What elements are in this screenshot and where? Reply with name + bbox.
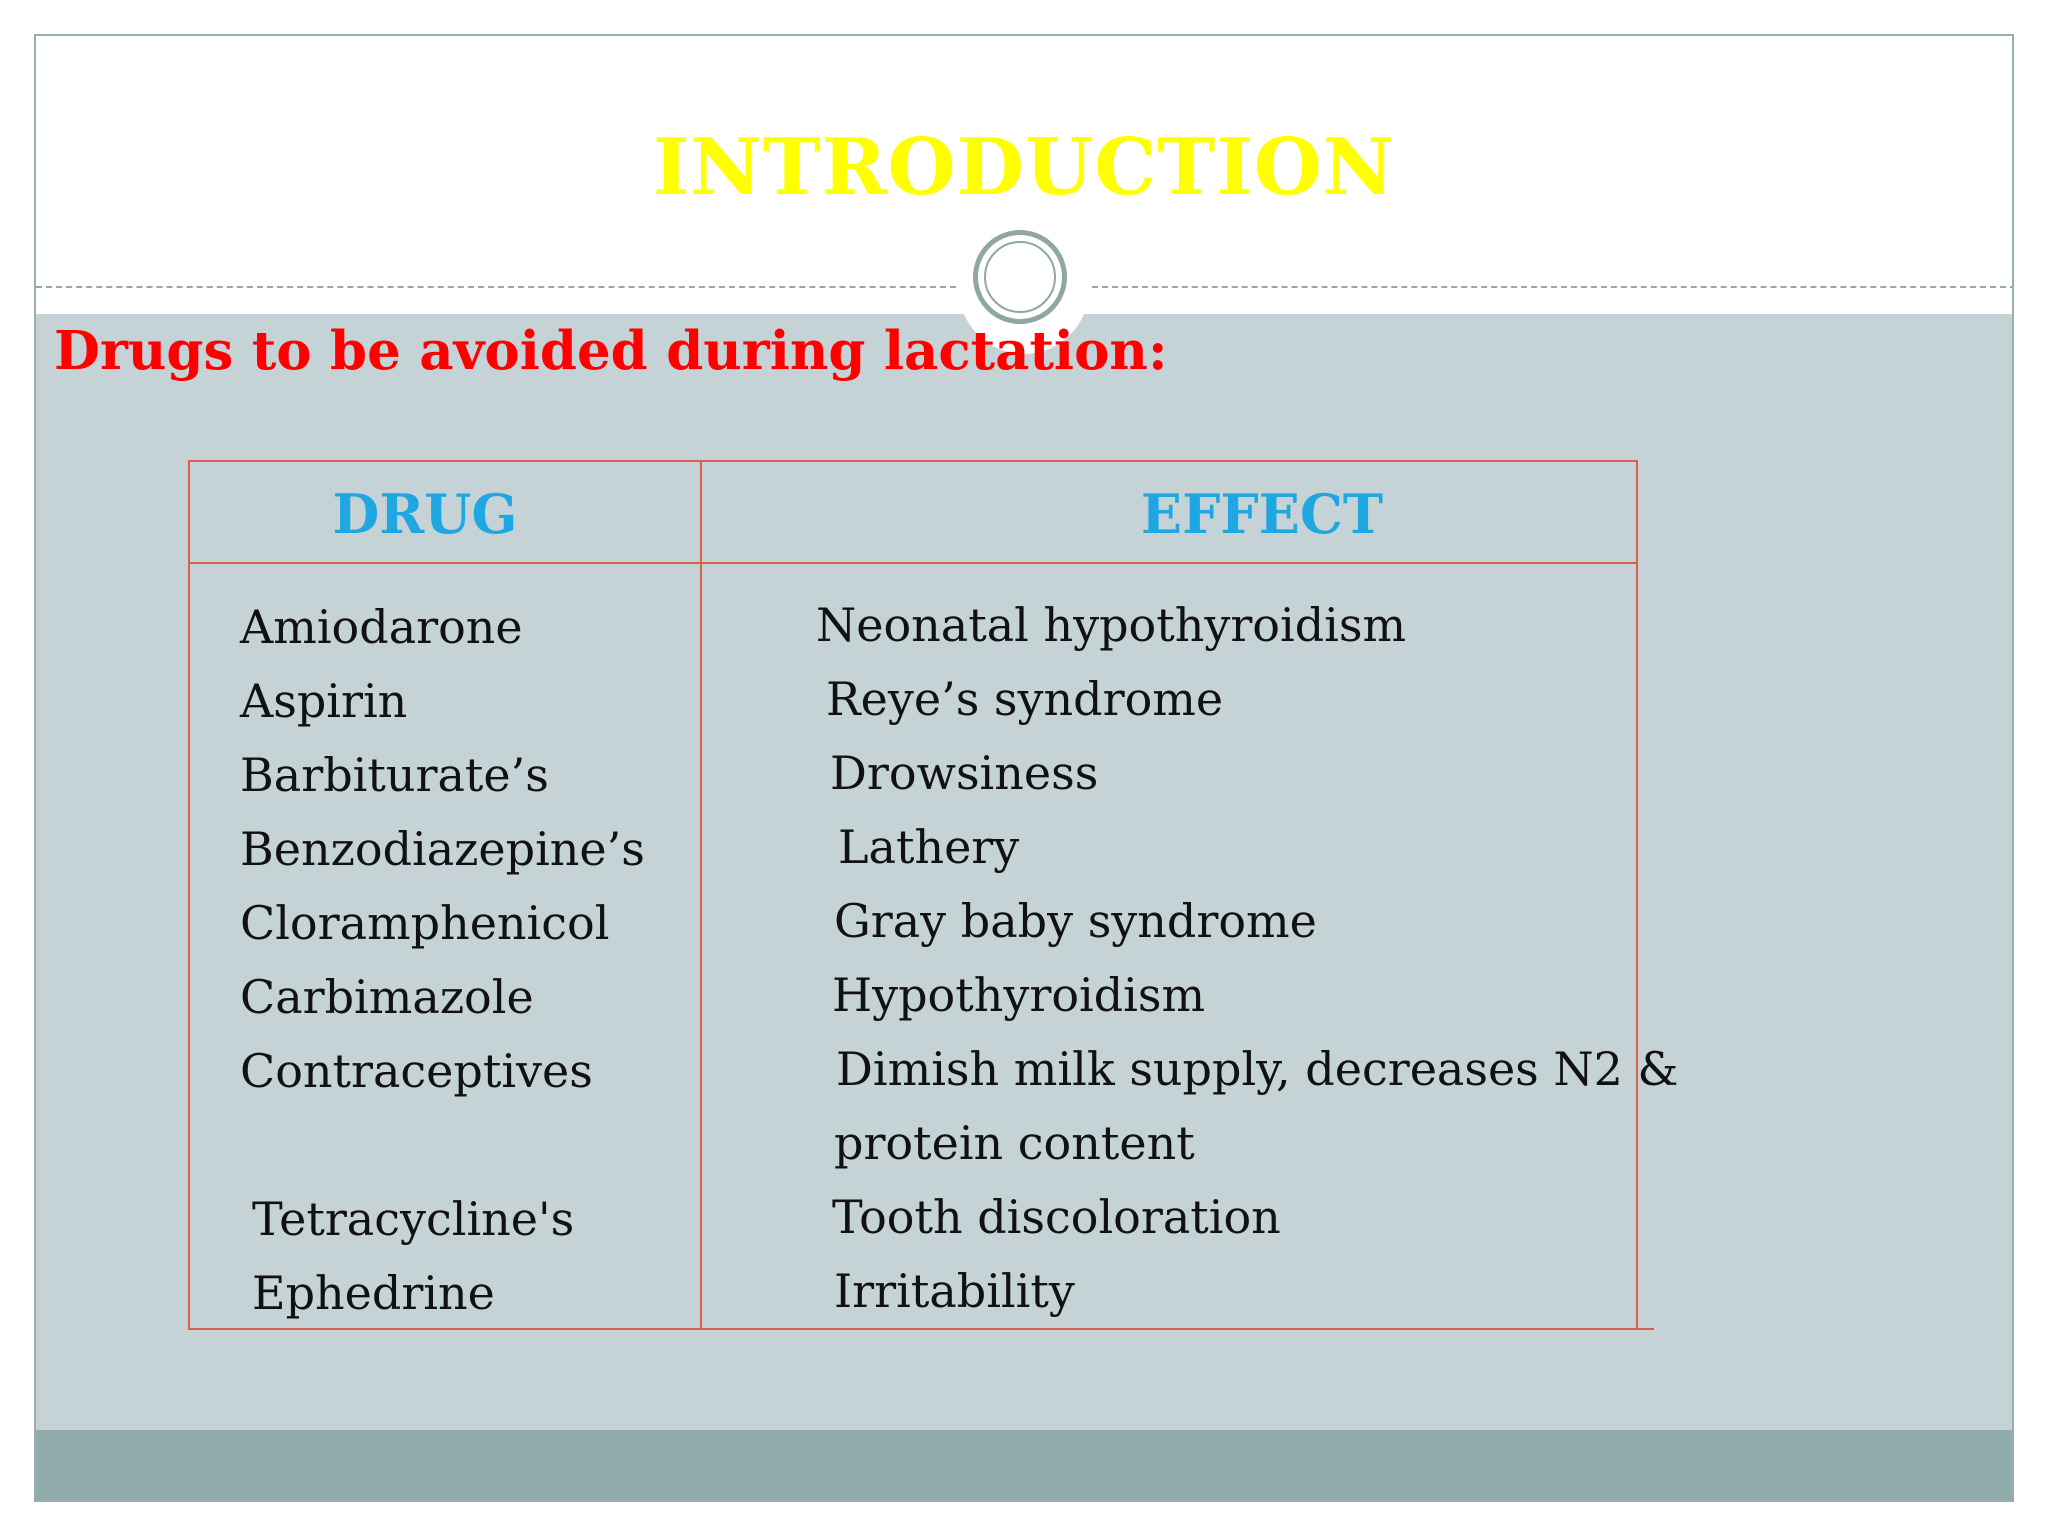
header-divider (190, 562, 1636, 564)
circle-ornament-inner (984, 241, 1056, 313)
header-effect: EFFECT (1140, 482, 1384, 546)
drug-cell: Contraceptives (240, 1044, 593, 1098)
effect-cell: Irritability (834, 1264, 1075, 1318)
effect-cell: Dimish milk supply, decreases N2 & (836, 1042, 1679, 1096)
drug-cell: Aspirin (240, 674, 408, 728)
effect-cell: Reye’s syndrome (826, 672, 1224, 726)
drug-cell: Ephedrine (252, 1266, 495, 1320)
effect-cell: Gray baby syndrome (834, 894, 1317, 948)
effect-cell: Tooth discoloration (832, 1190, 1281, 1244)
effect-cell: Neonatal hypothyroidism (816, 598, 1407, 652)
drug-cell: Amiodarone (240, 600, 523, 654)
table-bottom-extension (1636, 1328, 1654, 1330)
drug-cell: Cloramphenicol (240, 896, 610, 950)
drug-cell: Carbimazole (240, 970, 534, 1024)
header-drug: DRUG (332, 482, 518, 546)
effect-cell-continuation: protein content (834, 1116, 1195, 1170)
effect-cell: Lathery (838, 820, 1020, 874)
footer-bar (36, 1430, 2012, 1500)
slide-subtitle: Drugs to be avoided during lactation: (54, 320, 1168, 382)
drug-cell: Tetracycline's (252, 1192, 575, 1246)
circle-ornament-icon (973, 230, 1067, 324)
effect-cell: Hypothyroidism (832, 968, 1206, 1022)
title-divider-right (1092, 286, 2014, 288)
column-divider (700, 462, 702, 1328)
title-divider-left (36, 286, 956, 288)
drug-cell: Benzodiazepine’s (240, 822, 645, 876)
slide-title: INTRODUCTION (652, 122, 1396, 213)
effect-cell: Drowsiness (830, 746, 1099, 800)
drug-cell: Barbiturate’s (240, 748, 549, 802)
